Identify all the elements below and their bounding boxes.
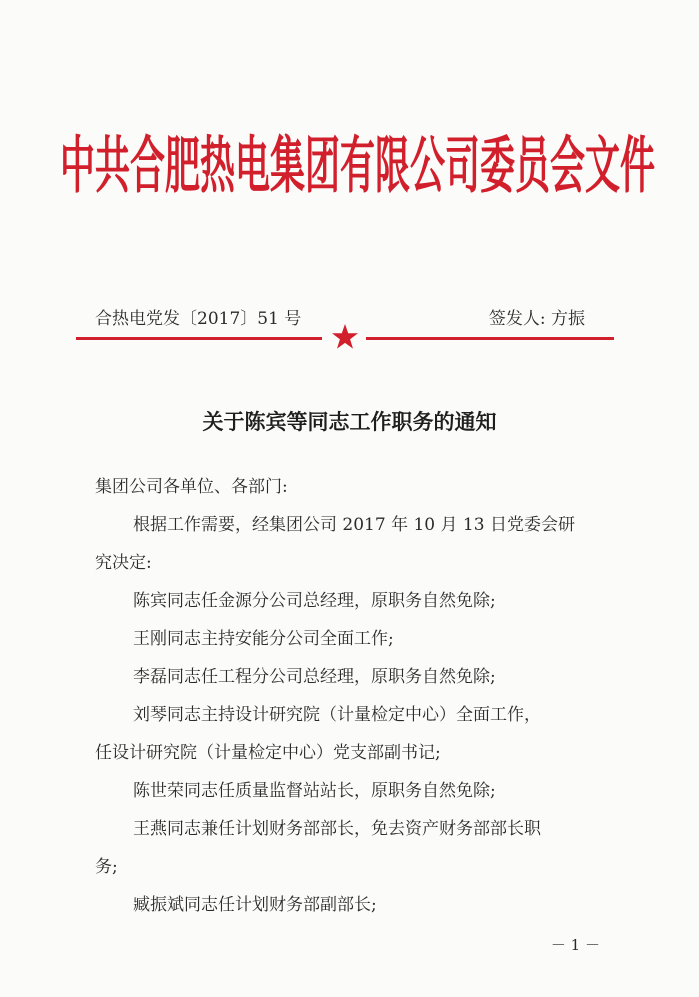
red-rule-left [76, 337, 322, 340]
appointment-item: 刘琴同志主持设计研究院（计量检定中心）全面工作， [133, 705, 541, 725]
document-number: 合热电党发〔2017〕51 号 [95, 309, 302, 329]
appointment-item: 臧振斌同志任计划财务部副部长; [133, 895, 377, 915]
signer: 签发人: 方振 [488, 309, 585, 329]
page-number: － 1 － [550, 936, 600, 954]
appointment-item: 陈宾同志任金源分公司总经理，原职务自然免除; [133, 591, 496, 611]
appointment-item-continued: 务; [95, 857, 118, 877]
red-rule-right [366, 337, 614, 340]
document-body [95, 475, 625, 931]
intro-paragraph-line: 究决定: [95, 553, 152, 573]
appointment-item-continued: 任设计研究院（计量检定中心）党支部副书记; [95, 743, 441, 763]
appointment-item: 李磊同志任工程分公司总经理，原职务自然免除; [133, 667, 496, 687]
addressee: 集团公司各单位、各部门: [95, 477, 288, 497]
masthead: 中共合肥热电集团有限公司委员会文件 [60, 132, 656, 202]
appointment-item: 王燕同志兼任计划财务部部长，免去资产财务部部长职 [133, 819, 541, 839]
intro-paragraph-line: 根据工作需要，经集团公司 2017 年 10 月 13 日党委会研 [133, 515, 575, 535]
document-title: 关于陈宾等同志工作职务的通知 [202, 409, 497, 434]
star-icon [331, 323, 359, 351]
appointment-item: 陈世荣同志任质量监督站站长，原职务自然免除; [133, 781, 496, 801]
appointment-item: 王刚同志主持安能分公司全面工作; [133, 629, 394, 649]
